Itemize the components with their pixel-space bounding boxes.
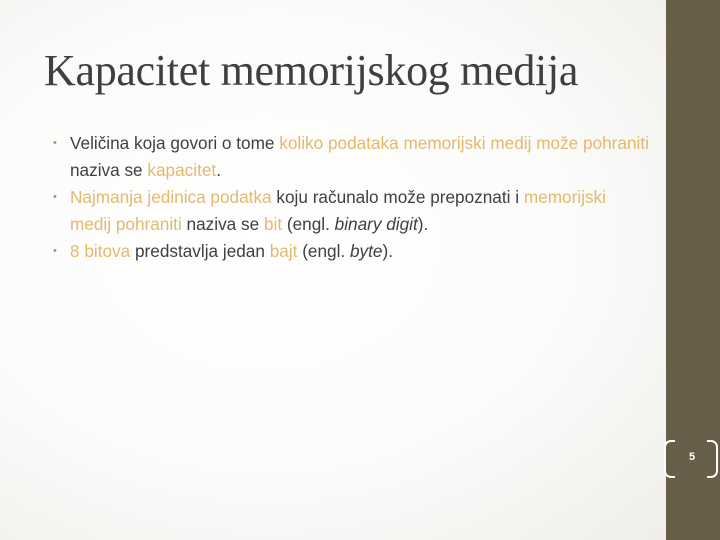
- bullet-text: naziva se: [181, 214, 264, 234]
- bullet-text: binary digit: [334, 214, 418, 234]
- bullet-text: byte: [349, 241, 383, 261]
- bullet-item: [50, 184, 650, 238]
- bullet-text: naziva se: [70, 160, 148, 180]
- slide-title: Kapacitet memorijskog medija: [44, 46, 579, 95]
- page-number-badge: [664, 440, 720, 478]
- left-bracket-icon: [664, 440, 675, 478]
- bullet-icon: •: [53, 191, 57, 203]
- bullet-icon: •: [53, 245, 57, 257]
- bullet-text: ).: [417, 214, 429, 234]
- bullet-text: (engl.: [282, 214, 335, 234]
- bullet-list: [50, 130, 650, 265]
- highlighted-text: 8 bitova: [70, 241, 131, 261]
- bullet-text: ).: [382, 241, 393, 261]
- highlighted-text: bit: [263, 214, 283, 234]
- bullet-text: predstavlja jedan: [130, 241, 270, 261]
- page-number: 5: [688, 451, 696, 463]
- right-bracket-icon: [707, 440, 718, 478]
- highlighted-text: koliko podataka memorijski medij može pohraniti: [279, 133, 649, 153]
- bullet-icon: •: [53, 137, 57, 149]
- highlighted-text: memorijski medij pohraniti: [70, 187, 606, 234]
- bullet-text: Veličina koja govori o tome: [70, 133, 280, 153]
- bullet-text: koju računalo može prepoznati i: [271, 187, 524, 207]
- bullet-text: .: [216, 160, 221, 180]
- bullet-item: [50, 238, 650, 265]
- highlighted-text: kapacitet: [147, 160, 217, 180]
- highlighted-text: bajt: [269, 241, 298, 261]
- bullet-item: [50, 130, 650, 184]
- highlighted-text: Najmanja jedinica podatka: [70, 187, 272, 207]
- bullet-text: (engl.: [297, 241, 350, 261]
